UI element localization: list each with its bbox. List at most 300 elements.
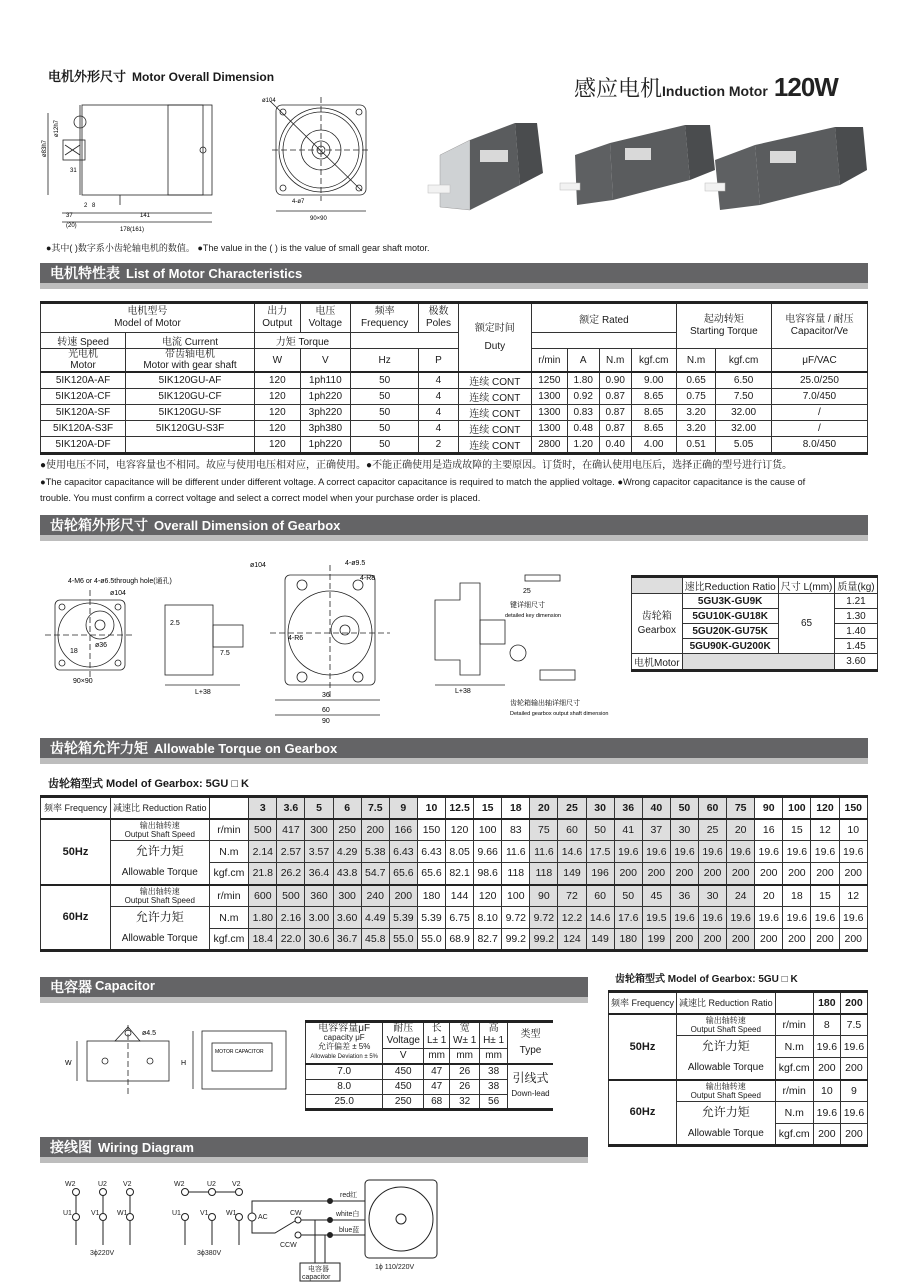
th-size: 尺寸 L(mm) [778,577,835,594]
terminal-label: U1 [63,1210,72,1217]
motor-photo-2 [560,125,715,205]
value-cell: 25 [699,819,727,841]
value-cell: 200 [699,863,727,885]
key-label-en: detailed key dimension [505,613,561,619]
value-cell: 82.7 [474,929,502,951]
speed-label: 输出轴转速 Output Shaft Speed [111,885,210,907]
capacitor-label-en: capacitor [302,1274,331,1281]
unit-a: A [567,349,599,373]
cell-voltage: 1ph220 [300,437,350,454]
table-row [41,421,868,437]
value-cell: 36 [670,885,698,907]
value-cell: 12.2 [558,907,586,929]
value-cell: 65.6 [389,863,417,885]
value-cell: 82.1 [446,863,474,885]
th-frequency: 频率 Frequency [41,797,111,819]
dim-label: ø83h7 [42,139,48,157]
cell-l: 47 [424,1064,450,1079]
value-cell: 7.5 [840,1014,867,1036]
cell-speed: 1300 [532,421,568,437]
cell-nm: 0.87 [599,421,631,437]
cell-w: 32 [450,1094,480,1109]
gearbox-side-body [165,605,213,675]
ratio-cell: 5 [305,797,333,819]
cell-current: 1.80 [567,372,599,389]
capacitor-label-cn: 电容器 [308,1266,329,1273]
ratio-cell: 6 [333,797,361,819]
mass-cell: 1.40 [835,624,877,639]
th-capacitor: 电容容量 / 耐压 Capacitor/Ve [771,303,867,349]
value-cell: 8.10 [474,907,502,929]
th-output: 出力 Output [254,303,300,333]
dim-label: 4-M6 or 4-ø6.5through hole(通孔) [68,578,172,585]
th-height: 高 H± 1 [480,1022,508,1049]
unit-mm: mm [480,1048,508,1064]
cell-poles: 4 [419,389,458,405]
value-cell: 60 [586,885,614,907]
value-cell: 45 [642,885,670,907]
value-cell: 50 [586,819,614,841]
th-unit [775,992,813,1014]
dim-label: ø36 [95,642,108,649]
cell-speed: 2800 [532,437,568,454]
value-cell: 9.72 [502,907,530,929]
value-cell: 21.8 [249,863,277,885]
value-cell: 10 [839,819,867,841]
ratio-cell: 12.5 [446,797,474,819]
section-title-en: List of Motor Characteristics [126,266,303,281]
ratio-cell: 5GU90K-GU200K [682,639,778,654]
cell-voltage: 3ph220 [300,405,350,421]
note-en: trouble. You must confirm a correct voltage and select a correct model when your purchase order is placed. [40,493,481,503]
value-cell: 180 [417,885,445,907]
value-cell: 100 [502,885,530,907]
value-cell: 19.6 [755,907,783,929]
unit-v: V [300,349,350,373]
section-title-cn: 接线图 [50,1139,92,1155]
cell-v: 250 [383,1094,424,1109]
ccw-label: CCW [280,1242,297,1249]
cell-gear: 5IK120GU-S3F [126,421,255,437]
torque-label: 允许力矩 Allowable Torque [677,1102,776,1146]
cell-l: 68 [424,1094,450,1109]
dim-label: 36 [322,692,330,699]
th-motor: 光电机 Motor [41,349,126,373]
cell-cap: / [771,421,867,437]
product-power: 120W [773,72,838,102]
unit-cell: N.m [775,1102,813,1124]
value-cell: 200 [813,1058,840,1080]
value-cell: 2.14 [249,841,277,863]
torque-label: 允许力矩 Allowable Torque [111,841,210,885]
value-cell: 19.6 [642,841,670,863]
cell-motor: 5IK120A-DF [41,437,126,454]
cell-duty: 连续 CONT [458,421,531,437]
cell-poles: 2 [419,437,458,454]
speed-label: 输出轴转速 Output Shaft Speed [677,1080,776,1102]
value-cell: 20 [755,885,783,907]
unit-cell: r/min [775,1014,813,1036]
dim-label: W [65,1060,72,1067]
table-row [41,819,868,841]
table-row [41,841,868,863]
ac-label: AC [258,1214,268,1221]
value-cell: 144 [446,885,474,907]
torque-label: 允许力矩 Allowable Torque [677,1036,776,1080]
note-cn: ●使用电压不同，电容容量也不相同。故应与使用电压相对应，正确使用。●不能正确使用是造成故障的主要原因。订货时，在确认使用电压后，选择正确的型号进行订货。 [40,460,793,471]
cw-contact [295,1217,301,1223]
value-cell: 5.39 [389,907,417,929]
ratio-cell: 20 [530,797,558,819]
unit-mm: mm [450,1048,480,1064]
cell-voltage: 3ph380 [300,421,350,437]
value-cell: 180 [614,929,642,951]
dim-label: 25 [523,588,531,595]
gearbox-side-body-2 [435,583,480,675]
cell-output: 120 [254,437,300,454]
value-cell: 417 [277,819,305,841]
value-cell: 55.0 [389,929,417,951]
value-cell: 68.9 [446,929,474,951]
cell-kgf: 4.00 [631,437,676,454]
value-cell: 16 [755,819,783,841]
motor-face-icon [365,1180,437,1258]
frequency-label: 50Hz [609,1014,677,1080]
mass-cell: 1.30 [835,609,877,624]
cell-speed: 1250 [532,372,568,389]
value-cell: 199 [642,929,670,951]
value-cell: 43.8 [333,863,361,885]
cell-w: 26 [450,1064,480,1079]
ratio-cell: 30 [586,797,614,819]
value-cell: 5.38 [361,841,389,863]
value-cell: 2.16 [277,907,305,929]
th-ratio: 速比Reduction Ratio [682,577,778,594]
terminal-label: V2 [123,1181,132,1188]
ratio-cell: 5GU10K-GU18K [682,609,778,624]
mass-cell: 1.45 [835,639,877,654]
cell-gear: 5IK120GU-SF [126,405,255,421]
value-cell: 124 [558,929,586,951]
ratio-cell: 200 [840,992,867,1014]
th-mass: 质量(kg) [835,577,877,594]
th-voltage: 耐压 Voltage [383,1022,424,1049]
ratio-cell: 5GU20K-GU75K [682,624,778,639]
unit-nm: N.m [676,349,715,373]
capacitor-table [305,1020,553,1111]
table-row [41,405,868,421]
ratio-cell: 18 [502,797,530,819]
value-cell: 250 [333,819,361,841]
value-cell: 98.6 [474,863,502,885]
value-cell: 19.6 [670,841,698,863]
value-cell: 9.72 [530,907,558,929]
terminal-label: W2 [65,1181,76,1188]
value-cell: 17.5 [586,841,614,863]
gearbox-label: 齿轮箱 Gearbox [632,594,683,654]
motor-photos [425,115,870,215]
terminal-label: W2 [174,1181,185,1188]
unit-nm: N.m [599,349,631,373]
value-cell: 15 [811,885,839,907]
cell-cap: 8.0 [306,1079,383,1094]
ratio-header-row [609,992,868,1014]
ratio-cell: 120 [811,797,839,819]
ratio-cell: 75 [727,797,755,819]
unit-cell: kgf.cm [209,929,249,951]
unit-kgf: kgf.cm [631,349,676,373]
dim-label: ø104 [262,98,276,104]
value-cell: 15 [783,819,811,841]
value-cell: 150 [417,819,445,841]
cell-v: 450 [383,1064,424,1079]
th-length: 长 L± 1 [424,1022,450,1049]
section-header-wiring [40,1137,588,1163]
value-cell: 5.39 [417,907,445,929]
th-rated: 额定 Rated [532,303,677,333]
terminal-label: W1 [117,1210,128,1217]
ratio-cell: 36 [614,797,642,819]
size-cell: 65 [778,594,835,654]
value-cell: 19.6 [755,841,783,863]
characteristics-table [40,301,868,455]
ratio-cell: 40 [642,797,670,819]
cell-cap: 7.0/450 [771,389,867,405]
table-row [41,885,868,907]
cell-kgf: 9.00 [631,372,676,389]
motor-front-drawing [262,95,382,225]
unit-cell: N.m [209,841,249,863]
value-cell: 2.57 [277,841,305,863]
motor-side-drawing [40,100,230,235]
cell-output: 120 [254,421,300,437]
cell-gear: 5IK120GU-AF [126,372,255,389]
cell-poles: 4 [419,372,458,389]
unit-w: W [254,349,300,373]
value-cell: 50 [614,885,642,907]
cell-cap: 25.0 [306,1094,383,1109]
value-cell: 200 [755,863,783,885]
value-cell: 22.0 [277,929,305,951]
star-voltage-label: 3ϕ220V [90,1250,115,1257]
value-cell: 3.00 [305,907,333,929]
torque-model-label-2: 齿轮箱型式 Model of Gearbox: 5GU □ K [615,974,798,985]
allowable-torque-table-2 [608,990,868,1147]
blue-wire-label: blue蓝 [339,1227,360,1234]
value-cell: 200 [839,863,867,885]
cell-w: 26 [450,1079,480,1094]
section-title-en: Capacitor [95,978,155,993]
value-cell: 200 [840,1058,867,1080]
value-cell: 120 [474,885,502,907]
unit-cell: r/min [209,819,249,841]
cell-current: 0.83 [567,405,599,421]
cell-nm: 0.87 [599,405,631,421]
value-cell: 240 [361,885,389,907]
dim-label: 4-R8 [360,575,376,582]
gearbox-dimension-drawing [40,555,620,725]
value-cell: 20 [727,819,755,841]
cell-snm: 0.75 [676,389,715,405]
value-cell: 19.6 [813,1102,840,1124]
th-width: 宽 W± 1 [450,1022,480,1049]
cell-current: 0.48 [567,421,599,437]
value-cell: 9.66 [474,841,502,863]
unit-cell: N.m [209,907,249,929]
value-cell: 45.8 [361,929,389,951]
dim-label: 90×90 [73,678,93,685]
gearbox-output-shaft [213,625,243,647]
cell-output: 120 [254,389,300,405]
ratio-cell: 25 [558,797,586,819]
value-cell: 18 [783,885,811,907]
value-cell: 8 [813,1014,840,1036]
ratio-cell: 90 [755,797,783,819]
value-cell: 300 [333,885,361,907]
ratio-cell: 60 [699,797,727,819]
value-cell: 200 [727,929,755,951]
value-cell: 600 [249,885,277,907]
frequency-label: 60Hz [609,1080,677,1146]
section-title-en: Overall Dimension of Gearbox [154,518,341,533]
dim-label: ø104 [110,590,126,597]
cell-snm: 0.51 [676,437,715,454]
value-cell: 99.2 [502,929,530,951]
th-model: 电机型号 Model of Motor [41,303,255,333]
cell-output: 120 [254,405,300,421]
value-cell: 200 [361,819,389,841]
capacitor-front-body [202,1031,286,1089]
cell-h: 38 [480,1064,508,1079]
value-cell: 30 [699,885,727,907]
dim-label: 141 [140,213,151,219]
unit-rpm: r/min [532,349,568,373]
value-cell: 99.2 [530,929,558,951]
terminal-label: U2 [98,1181,107,1188]
dim-label: 37 [66,213,73,219]
section-title-cn: 电容器 [50,979,92,995]
cell-nm: 0.40 [599,437,631,454]
value-cell: 149 [586,929,614,951]
cell-skgf: 7.50 [716,389,772,405]
th-voltage: 电压 Voltage [300,303,350,333]
value-cell: 19.6 [811,907,839,929]
value-cell: 118 [530,863,558,885]
cell-gear [126,437,255,454]
cell-cap: / [771,405,867,421]
dim-label: 4-ø9.5 [345,560,366,567]
table-row [41,389,868,405]
dim-label: 178(161) [120,227,145,233]
capacitor-mount-tab [115,1027,140,1041]
value-cell: 19.6 [783,907,811,929]
value-cell: 149 [558,863,586,885]
frequency-label: 60Hz [41,885,111,951]
value-cell: 18.4 [249,929,277,951]
th-unit [209,797,249,819]
value-cell: 100 [474,819,502,841]
ccw-contact [295,1232,301,1238]
ratio-cell: 180 [813,992,840,1014]
value-cell: 300 [305,819,333,841]
value-cell: 6.43 [389,841,417,863]
motor-photo-3 [705,127,867,210]
value-cell: 26.2 [277,863,305,885]
dim-label: L+38 [195,689,211,696]
dim-label: 2 [84,203,88,209]
terminal-label: U2 [207,1181,216,1188]
cell-poles: 4 [419,405,458,421]
value-cell: 19.6 [727,841,755,863]
unit-hz: Hz [350,349,418,373]
section-title-en: Allowable Torque on Gearbox [154,741,338,756]
value-cell: 166 [389,819,417,841]
value-cell: 360 [305,885,333,907]
terminal-label: V1 [91,1210,100,1217]
value-cell: 19.6 [840,1036,867,1058]
value-cell: 6.75 [446,907,474,929]
note-en: ●The value in the ( ) is the value of small gear shaft motor. [197,243,430,253]
motor-dimension-title [48,66,274,85]
speed-label: 输出轴转速 Output Shaft Speed [111,819,210,841]
value-cell: 200 [727,863,755,885]
unit-cell: r/min [209,885,249,907]
table-row [41,437,868,454]
value-cell: 72 [558,885,586,907]
cell-kgf: 8.65 [631,405,676,421]
value-cell: 11.6 [530,841,558,863]
cell-motor: 5IK120A-SF [41,405,126,421]
allowable-torque-table [40,795,868,952]
cell-freq: 50 [350,437,418,454]
section-header-allowable-torque [40,738,868,764]
value-cell: 14.6 [558,841,586,863]
torque-label: 允许力矩 Allowable Torque [111,907,210,951]
note-en: ●The capacitor capacitance will be different under different voltage. A correct capacitor capacitance is required to match the applied voltage. ●Wrong capacitor capacitance is the cause of [40,477,806,487]
dim-label: L+38 [455,688,471,695]
section-header-gearbox-dimension [40,515,868,541]
dim-label: ø104 [250,562,266,569]
key-label-cn: 键详细尺寸 [510,602,545,609]
cell-poles: 4 [419,421,458,437]
ratio-cell: 15 [474,797,502,819]
unit-cell: kgf.cm [775,1058,813,1080]
value-cell: 200 [839,929,867,951]
ratio-cell: 5GU3K-GU9K [682,594,778,609]
section-title-cn: 齿轮箱允许力矩 [50,740,148,756]
unit-cap: μF/VAC [771,349,867,373]
section-header-characteristics [40,263,868,289]
th-current: 电流 Current [126,333,255,349]
th-reduction-ratio: 减速比 Reduction Ratio [111,797,210,819]
cell-freq: 50 [350,405,418,421]
ratio-cell: 7.5 [361,797,389,819]
value-cell: 200 [811,929,839,951]
dim-label: ø12h7 [54,119,60,137]
cell-gear: 5IK120GU-CF [126,389,255,405]
th-duty: 额定时间 Duty [458,303,531,373]
value-cell: 14.6 [586,907,614,929]
shaft-label-en: Detailed gearbox output shaft dimension [510,711,609,717]
note-cn: ●其中( )数字系小齿轮轴电机的数值。 [46,243,195,253]
value-cell: 200 [389,885,417,907]
motor-dimension-note [46,240,430,256]
section-title-en: Wiring Diagram [98,1140,194,1155]
value-cell: 200 [755,929,783,951]
terminal-label: W1 [226,1210,237,1217]
dim-label: 8 [92,203,96,209]
wiring-diagram [60,1175,450,1280]
